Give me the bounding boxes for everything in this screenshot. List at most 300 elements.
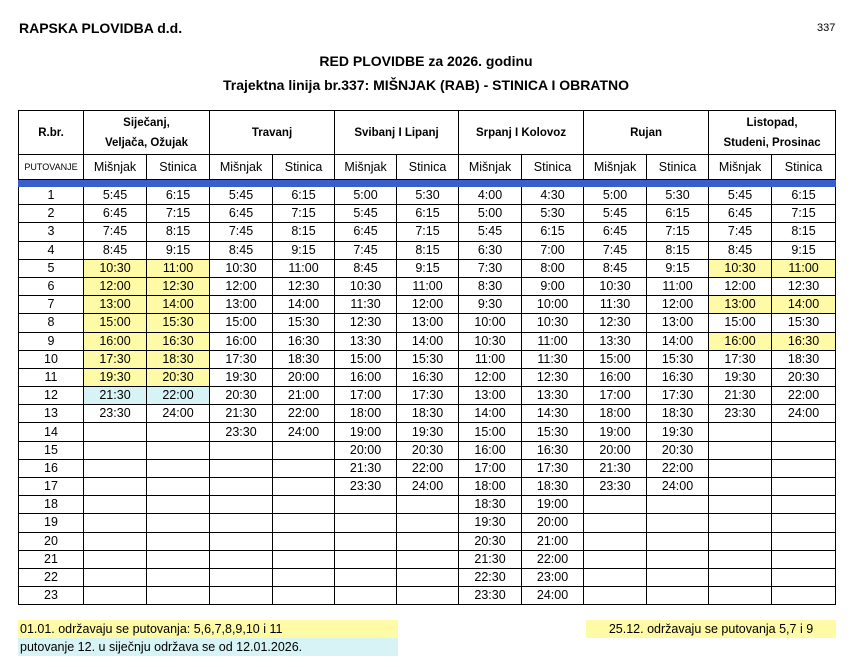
departure-misnjak: 6:45 [84,205,147,223]
departure-misnjak [709,550,772,568]
departure-misnjak: 5:45 [584,205,647,223]
departure-stinica [147,441,210,459]
departure-stinica: 17:30 [647,387,709,405]
departure-stinica [647,532,709,550]
departure-stinica: 14:00 [147,296,210,314]
departure-stinica: 12:30 [273,277,335,295]
departure-misnjak: 17:00 [584,387,647,405]
departure-stinica [772,478,836,496]
trip-number: 21 [19,550,84,568]
departure-misnjak [84,441,147,459]
table-row [19,550,836,568]
departure-misnjak: 11:30 [584,296,647,314]
departure-misnjak [335,496,397,514]
trip-number: 23 [19,587,84,605]
departure-misnjak [210,496,273,514]
period-header: Siječanj, Veljača, Ožujak [84,111,210,155]
departure-misnjak: 18:00 [335,405,397,423]
departure-misnjak: 13:00 [210,296,273,314]
departure-stinica: 6:15 [772,187,836,205]
departure-misnjak: 17:00 [335,387,397,405]
departure-stinica: 19:00 [522,496,584,514]
departure-stinica: 6:15 [647,205,709,223]
departure-stinica [772,587,836,605]
departure-misnjak: 7:30 [459,259,522,277]
departure-stinica: 7:15 [397,223,459,241]
departure-misnjak: 4:00 [459,187,522,205]
col-stinica: Stinica [647,155,709,180]
departure-misnjak: 9:30 [459,296,522,314]
departure-stinica: 14:00 [772,296,836,314]
departure-stinica: 15:30 [522,423,584,441]
departure-misnjak: 19:30 [459,514,522,532]
departure-stinica [147,496,210,514]
departure-stinica: 5:30 [522,205,584,223]
departure-misnjak: 6:45 [709,205,772,223]
departure-misnjak: 10:30 [210,259,273,277]
departure-stinica: 24:00 [647,478,709,496]
departure-stinica: 11:00 [147,259,210,277]
departure-misnjak: 17:30 [709,350,772,368]
trip-number: 16 [19,459,84,477]
departure-misnjak [84,496,147,514]
departure-misnjak: 7:45 [335,241,397,259]
departure-misnjak [84,532,147,550]
departure-stinica [772,514,836,532]
departure-stinica: 12:30 [772,277,836,295]
departure-misnjak: 8:45 [709,241,772,259]
departure-stinica: 9:00 [522,277,584,295]
departure-stinica: 24:00 [273,423,335,441]
schedule-title: RED PLOVIDBE za 2026. godinu [319,53,533,69]
departure-misnjak: 19:30 [709,368,772,386]
departure-misnjak: 16:00 [210,332,273,350]
rbr-header: R.br. [19,111,84,155]
trip-number: 4 [19,241,84,259]
departure-stinica [273,441,335,459]
table-row [19,568,836,586]
departure-misnjak: 17:00 [459,459,522,477]
departure-stinica: 17:30 [397,387,459,405]
departure-stinica: 22:00 [273,405,335,423]
trip-number: 2 [19,205,84,223]
departure-stinica: 15:30 [772,314,836,332]
note-dec25: 25.12. održavaju se putovanja 5,7 i 9 [586,620,836,638]
departure-stinica [273,532,335,550]
departure-misnjak [709,587,772,605]
page-number: 337 [817,22,836,34]
departure-misnjak: 23:30 [84,405,147,423]
departure-misnjak: 11:00 [459,350,522,368]
trip-number: 1 [19,187,84,205]
departure-stinica: 18:30 [647,405,709,423]
departure-stinica: 17:30 [522,459,584,477]
trip-number: 3 [19,223,84,241]
col-stinica: Stinica [772,155,836,180]
departure-misnjak: 7:45 [709,223,772,241]
departure-misnjak: 21:30 [335,459,397,477]
departure-misnjak: 12:30 [584,314,647,332]
departure-stinica [397,568,459,586]
departure-misnjak [335,568,397,586]
departure-stinica [397,514,459,532]
departure-misnjak: 19:00 [584,423,647,441]
table-row [19,350,836,368]
trip-number: 11 [19,368,84,386]
schedule-table [18,110,836,605]
departure-misnjak: 17:30 [210,350,273,368]
departure-misnjak: 21:30 [210,405,273,423]
departure-stinica: 11:00 [522,332,584,350]
departure-misnjak: 12:00 [459,368,522,386]
departure-stinica [647,550,709,568]
departure-misnjak: 6:45 [335,223,397,241]
departure-misnjak [709,532,772,550]
departure-stinica [647,568,709,586]
table-row [19,296,836,314]
departure-misnjak: 10:30 [335,277,397,295]
col-stinica: Stinica [397,155,459,180]
table-row [19,387,836,405]
departure-misnjak: 10:30 [84,259,147,277]
departure-misnjak: 10:30 [584,277,647,295]
departure-stinica [772,459,836,477]
departure-misnjak [584,587,647,605]
trip-number: 22 [19,568,84,586]
note-jan1: 01.01. održavaju se putovanja: 5,6,7,8,9,10 i 11 [18,620,398,638]
departure-stinica [273,478,335,496]
departure-misnjak [210,441,273,459]
departure-misnjak [709,441,772,459]
trip-number: 10 [19,350,84,368]
departure-misnjak [84,459,147,477]
departure-stinica: 11:00 [772,259,836,277]
departure-stinica [273,568,335,586]
departure-stinica: 19:30 [397,423,459,441]
trip-number: 8 [19,314,84,332]
departure-stinica: 10:30 [522,314,584,332]
departure-stinica [147,532,210,550]
departure-stinica: 16:30 [397,368,459,386]
departure-misnjak: 21:30 [709,387,772,405]
col-misnjak: Mišnjak [709,155,772,180]
departure-stinica [647,587,709,605]
departure-misnjak: 23:30 [584,478,647,496]
departure-misnjak: 16:00 [335,368,397,386]
departure-misnjak: 15:00 [335,350,397,368]
departure-stinica: 15:30 [273,314,335,332]
table-row [19,314,836,332]
departure-misnjak [584,532,647,550]
table-row [19,332,836,350]
table-row [19,223,836,241]
departure-misnjak: 22:30 [459,568,522,586]
departure-stinica: 8:15 [647,241,709,259]
departure-stinica: 20:30 [147,368,210,386]
departure-stinica: 16:30 [647,368,709,386]
departure-misnjak: 7:45 [84,223,147,241]
departure-misnjak: 15:00 [210,314,273,332]
departure-stinica: 6:15 [147,187,210,205]
departure-misnjak [709,496,772,514]
departure-misnjak: 5:45 [459,223,522,241]
departure-stinica: 18:30 [772,350,836,368]
departure-misnjak [210,514,273,532]
col-misnjak: Mišnjak [210,155,273,180]
departure-stinica: 24:00 [397,478,459,496]
departure-misnjak [709,514,772,532]
departure-misnjak [84,423,147,441]
departure-misnjak: 16:00 [459,441,522,459]
departure-stinica: 6:15 [273,187,335,205]
period-header: Rujan [584,111,709,155]
departure-stinica: 22:00 [397,459,459,477]
departure-misnjak [335,532,397,550]
departure-stinica: 16:30 [772,332,836,350]
departure-stinica: 18:30 [147,350,210,368]
departure-stinica: 8:15 [147,223,210,241]
departure-misnjak: 16:00 [584,368,647,386]
departure-stinica: 20:30 [647,441,709,459]
departure-stinica [273,587,335,605]
departure-stinica: 20:30 [397,441,459,459]
departure-misnjak: 15:00 [84,314,147,332]
departure-stinica: 5:30 [397,187,459,205]
departure-misnjak: 11:30 [335,296,397,314]
departure-stinica [772,423,836,441]
col-misnjak: Mišnjak [459,155,522,180]
departure-stinica: 9:15 [647,259,709,277]
departure-stinica [273,459,335,477]
departure-misnjak: 12:00 [210,277,273,295]
departure-misnjak: 8:45 [84,241,147,259]
departure-misnjak: 13:30 [335,332,397,350]
departure-misnjak: 8:30 [459,277,522,295]
departure-stinica: 16:30 [522,441,584,459]
table-row [19,441,836,459]
departure-stinica: 18:30 [397,405,459,423]
departure-misnjak [335,514,397,532]
table-row [19,205,836,223]
departure-stinica [147,568,210,586]
departure-stinica: 19:30 [647,423,709,441]
direction-header-row [19,155,836,180]
departure-misnjak: 20:30 [210,387,273,405]
departure-stinica: 12:30 [522,368,584,386]
col-stinica: Stinica [273,155,335,180]
departure-stinica [397,550,459,568]
departure-misnjak: 18:00 [459,478,522,496]
departure-misnjak: 16:00 [709,332,772,350]
departure-stinica: 7:15 [647,223,709,241]
departure-misnjak [584,514,647,532]
departure-stinica: 6:15 [397,205,459,223]
departure-misnjak: 10:30 [709,259,772,277]
departure-stinica [273,514,335,532]
departure-stinica: 9:15 [397,259,459,277]
departure-stinica: 20:00 [273,368,335,386]
departure-misnjak [84,550,147,568]
departure-misnjak: 18:30 [459,496,522,514]
departure-misnjak: 5:45 [709,187,772,205]
departure-stinica [147,459,210,477]
departure-stinica [772,441,836,459]
departure-stinica [647,514,709,532]
departure-misnjak: 12:30 [335,314,397,332]
departure-misnjak: 20:00 [584,441,647,459]
departure-misnjak: 8:45 [584,259,647,277]
departure-misnjak: 5:00 [335,187,397,205]
departure-misnjak: 8:45 [335,259,397,277]
departure-stinica: 20:30 [772,368,836,386]
departure-stinica: 13:30 [522,387,584,405]
table-row [19,405,836,423]
departure-misnjak: 23:30 [210,423,273,441]
departure-misnjak: 12:00 [84,277,147,295]
departure-stinica: 12:00 [647,296,709,314]
table-row [19,368,836,386]
departure-stinica [147,550,210,568]
departure-misnjak: 23:30 [709,405,772,423]
blue-separator [19,180,836,187]
departure-misnjak: 13:00 [709,296,772,314]
departure-misnjak: 8:45 [210,241,273,259]
departure-stinica: 11:30 [522,350,584,368]
departure-misnjak: 12:00 [709,277,772,295]
departure-misnjak [210,587,273,605]
departure-stinica [772,550,836,568]
departure-stinica: 15:30 [647,350,709,368]
departure-misnjak: 5:00 [584,187,647,205]
departure-stinica: 23:00 [522,568,584,586]
departure-stinica [397,496,459,514]
departure-misnjak [709,478,772,496]
departure-misnjak: 19:30 [84,368,147,386]
departure-stinica: 21:00 [273,387,335,405]
departure-misnjak: 19:00 [335,423,397,441]
departure-misnjak: 10:00 [459,314,522,332]
departure-stinica: 5:30 [647,187,709,205]
departure-stinica [772,568,836,586]
departure-stinica: 8:15 [772,223,836,241]
departure-misnjak [210,568,273,586]
departure-stinica: 24:00 [772,405,836,423]
departure-stinica: 16:30 [147,332,210,350]
period-header: Travanj [210,111,335,155]
departure-stinica: 14:30 [522,405,584,423]
table-row [19,496,836,514]
departure-misnjak: 6:30 [459,241,522,259]
departure-stinica: 7:15 [772,205,836,223]
departure-misnjak: 23:30 [335,478,397,496]
period-header: Srpanj I Kolovoz [459,111,584,155]
departure-misnjak: 13:00 [84,296,147,314]
departure-stinica: 12:00 [397,296,459,314]
departure-stinica: 14:00 [397,332,459,350]
departure-misnjak: 17:30 [84,350,147,368]
line-title: Trajektna linija br.337: MIŠNJAK (RAB) - STINICA I OBRATNO [222,77,630,93]
departure-stinica: 13:00 [397,314,459,332]
departure-misnjak: 5:45 [335,205,397,223]
trip-number: 18 [19,496,84,514]
departure-stinica: 9:15 [772,241,836,259]
departure-stinica: 20:00 [522,514,584,532]
departure-misnjak: 18:00 [584,405,647,423]
col-misnjak: Mišnjak [335,155,397,180]
departure-stinica: 15:30 [147,314,210,332]
departure-misnjak [84,478,147,496]
table-row [19,241,836,259]
departure-stinica: 7:15 [273,205,335,223]
departure-misnjak [584,496,647,514]
departure-misnjak: 6:45 [210,205,273,223]
table-row [19,514,836,532]
departure-misnjak [709,423,772,441]
departure-stinica: 11:00 [397,277,459,295]
departure-stinica: 18:30 [522,478,584,496]
departure-misnjak: 21:30 [459,550,522,568]
col-misnjak: Mišnjak [84,155,147,180]
departure-misnjak: 7:45 [584,241,647,259]
departure-misnjak [709,459,772,477]
period-header: Svibanj I Lipanj [335,111,459,155]
departure-stinica [273,496,335,514]
departure-misnjak [584,568,647,586]
departure-stinica [147,423,210,441]
departure-misnjak: 13:30 [584,332,647,350]
departure-stinica [273,550,335,568]
note-trip12: putovanje 12. u siječnju održava se od 12.01.2026. [18,638,398,656]
table-row [19,532,836,550]
departure-stinica [147,478,210,496]
departure-misnjak: 5:00 [459,205,522,223]
departure-misnjak [210,550,273,568]
col-misnjak: Mišnjak [584,155,647,180]
departure-stinica: 8:00 [522,259,584,277]
departure-stinica: 7:15 [147,205,210,223]
departure-misnjak [210,478,273,496]
departure-stinica [397,587,459,605]
departure-stinica: 13:00 [647,314,709,332]
table-row [19,423,836,441]
trip-number: 12 [19,387,84,405]
departure-misnjak [84,568,147,586]
table-row [19,277,836,295]
departure-stinica: 16:30 [273,332,335,350]
departure-misnjak: 19:30 [210,368,273,386]
departure-misnjak: 10:30 [459,332,522,350]
table-row [19,259,836,277]
departure-stinica [647,496,709,514]
departure-stinica: 21:00 [522,532,584,550]
departure-stinica: 9:15 [147,241,210,259]
departure-misnjak: 20:00 [335,441,397,459]
departure-stinica: 10:00 [522,296,584,314]
departure-misnjak: 23:30 [459,587,522,605]
departure-misnjak: 21:30 [84,387,147,405]
departure-misnjak [335,550,397,568]
departure-stinica [147,514,210,532]
departure-misnjak [210,459,273,477]
departure-misnjak: 16:00 [84,332,147,350]
company-name: RAPSKA PLOVIDBA d.d. [19,20,183,36]
trip-number: 19 [19,514,84,532]
departure-stinica [772,532,836,550]
table-row [19,587,836,605]
period-header-row [19,111,836,155]
departure-stinica [147,587,210,605]
departure-misnjak [84,514,147,532]
